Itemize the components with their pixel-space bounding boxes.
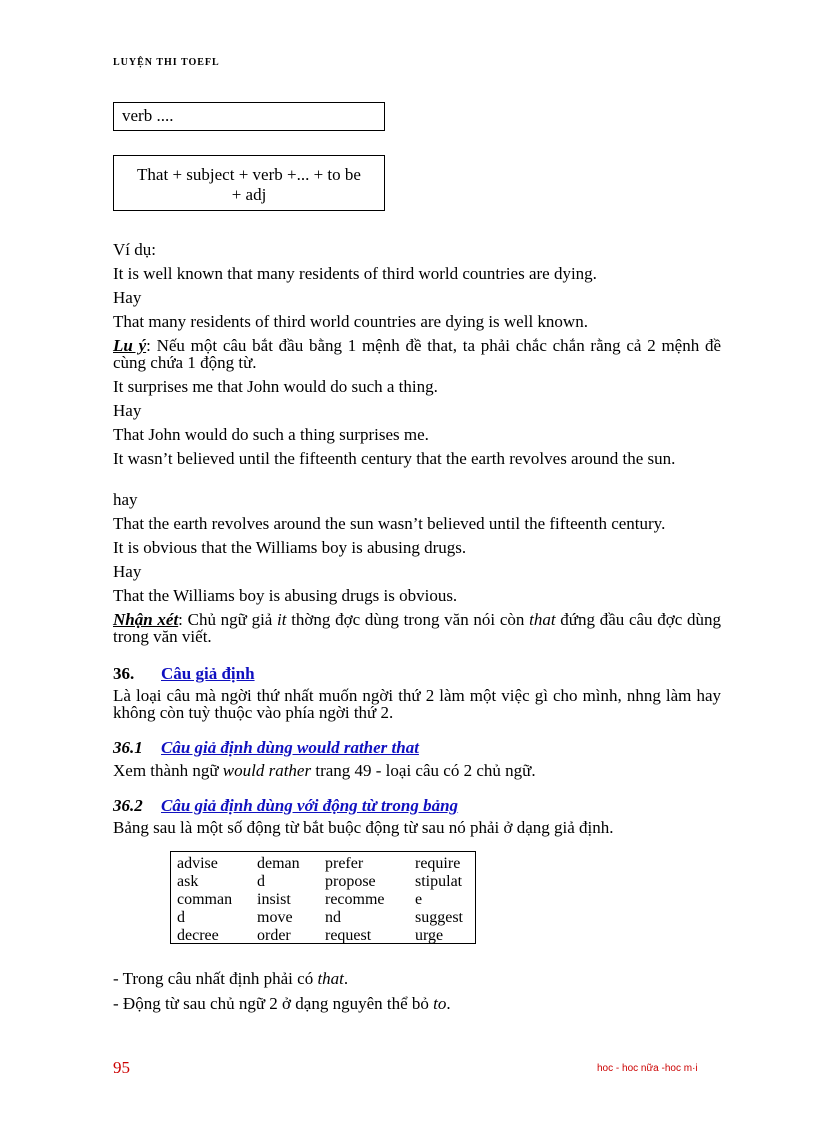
formula-line-1: That + subject + verb +... + to be	[137, 165, 361, 184]
section-36-2-title-link[interactable]: Câu giả định dùng với động từ trong bảng	[161, 796, 459, 815]
nhan-xet-note	[113, 611, 721, 645]
hay-2: Hay	[113, 401, 142, 420]
example-heading: Ví dụ:	[113, 240, 156, 259]
verb-cell: insist	[257, 891, 291, 908]
verb-cell: nd	[325, 909, 341, 926]
formula-line-2: + adj	[231, 185, 267, 204]
verb-column-2	[257, 855, 313, 943]
verb-cell: move	[257, 909, 293, 926]
hay-3: hay	[113, 490, 138, 509]
section-36-heading	[113, 664, 255, 684]
section-36-2-text: Bảng sau là một số động từ bắt buộc động từ sau nó phải ở dạng giả định.	[113, 818, 614, 837]
luu-y-text: : Nếu một câu bắt đầu bằng 1 mệnh đề that, ta phải chắc chắn rằng cả 2 mệnh đề cùng chứa 1 động từ.	[113, 336, 721, 372]
example-4: It is obvious that the Williams boy is abusing drugs.	[113, 538, 467, 557]
formula-box-that	[113, 155, 385, 211]
verb-cell: urge	[415, 927, 444, 944]
verb-cell: stipulat	[415, 873, 463, 890]
luu-y-label: Lu ý	[113, 336, 147, 355]
hay-1: Hay	[113, 288, 142, 307]
formula-box-verb	[113, 102, 385, 131]
verb-cell: decree	[177, 927, 219, 944]
note-1-text: - Trong câu nhất định phải có	[113, 969, 318, 988]
section-36-2-number: 36.2	[113, 796, 143, 815]
verb-cell: prefer	[325, 855, 364, 872]
note-2-end: .	[446, 994, 451, 1013]
note-1-italic: that	[317, 969, 344, 988]
verb-cell: e	[415, 891, 423, 908]
verb-cell: order	[257, 927, 291, 944]
running-header: LUYỆN THI TOEFL	[113, 57, 220, 68]
example-3: It wasn’t believed until the fifteenth century that the earth revolves around the sun.	[113, 449, 676, 468]
section-36-1-text-b: trang 49 - loại câu có 2 chủ ngữ.	[311, 761, 536, 780]
example-1b: That many residents of third world countries are dying is well known.	[113, 312, 588, 331]
verb-cell: comman	[177, 891, 233, 908]
note-2-text: - Động từ sau chủ ngữ 2 ở dạng nguyên thể bỏ	[113, 994, 434, 1013]
nhan-xet-it: it	[277, 610, 287, 629]
verb-column-4	[415, 855, 469, 943]
section-36-1-text	[113, 762, 721, 779]
nhan-xet-text-2: thờng đợc dùng trong văn nói còn	[286, 610, 530, 629]
example-1: It is well known that many residents of third world countries are dying.	[113, 264, 597, 283]
section-36-1-text-a: Xem thành ngữ	[113, 761, 223, 780]
note-1	[113, 970, 721, 987]
verb-column-1	[177, 855, 245, 943]
luu-y-note	[113, 337, 721, 371]
verb-cell: recomme	[325, 891, 385, 908]
verb-cell: ask	[177, 873, 199, 890]
verb-cell: request	[325, 927, 372, 944]
verb-column-3	[325, 855, 403, 943]
footer-tagline: hoc - hoc nữa -hoc m·i	[597, 1063, 698, 1074]
note-2-italic: to	[433, 994, 447, 1013]
section-36-1-number: 36.1	[113, 738, 143, 757]
nhan-xet-label: Nhận xét	[113, 610, 179, 629]
nhan-xet-text-3: đứng đầu câu đợc dùng trong văn viết.	[113, 610, 721, 646]
page-number: 95	[113, 1058, 130, 1077]
section-36-1-heading	[113, 738, 419, 758]
section-36-description: Là loại câu mà ngời thứ nhất muốn ngời thứ 2 làm một việc gì cho mình, nhng làm hay không còn tuỳ thuộc vào phía ngời thứ 2.	[113, 686, 721, 722]
example-3b: That the earth revolves around the sun wasn’t believed until the fifteenth century.	[113, 514, 666, 533]
verb-cell: advise	[177, 855, 218, 872]
verb-cell: propose	[325, 873, 376, 890]
verb-cell: deman	[257, 855, 300, 872]
verb-cell: d	[257, 873, 265, 890]
section-36-number: 36.	[113, 664, 135, 683]
note-2	[113, 995, 721, 1012]
example-2: It surprises me that John would do such a thing.	[113, 377, 438, 396]
section-36-title-link[interactable]: Câu giả định	[161, 664, 255, 683]
verb-cell: suggest	[415, 909, 463, 926]
formula-box-verb-text: verb ....	[122, 106, 174, 125]
section-36-2-heading	[113, 796, 458, 816]
nhan-xet-that: that	[529, 610, 556, 629]
verb-cell: require	[415, 855, 461, 872]
example-2b: That John would do such a thing surprises me.	[113, 425, 429, 444]
verb-cell: d	[177, 909, 185, 926]
hay-4: Hay	[113, 562, 142, 581]
section-36-1-text-italic: would rather	[222, 761, 312, 780]
note-1-end: .	[343, 969, 349, 988]
nhan-xet-text-1: : Chủ ngữ giả	[178, 610, 278, 629]
subjunctive-verb-table	[170, 851, 476, 944]
section-36-1-title-link[interactable]: Câu giả định dùng would rather that	[161, 738, 419, 757]
example-4b: That the Williams boy is abusing drugs is obvious.	[113, 586, 458, 605]
